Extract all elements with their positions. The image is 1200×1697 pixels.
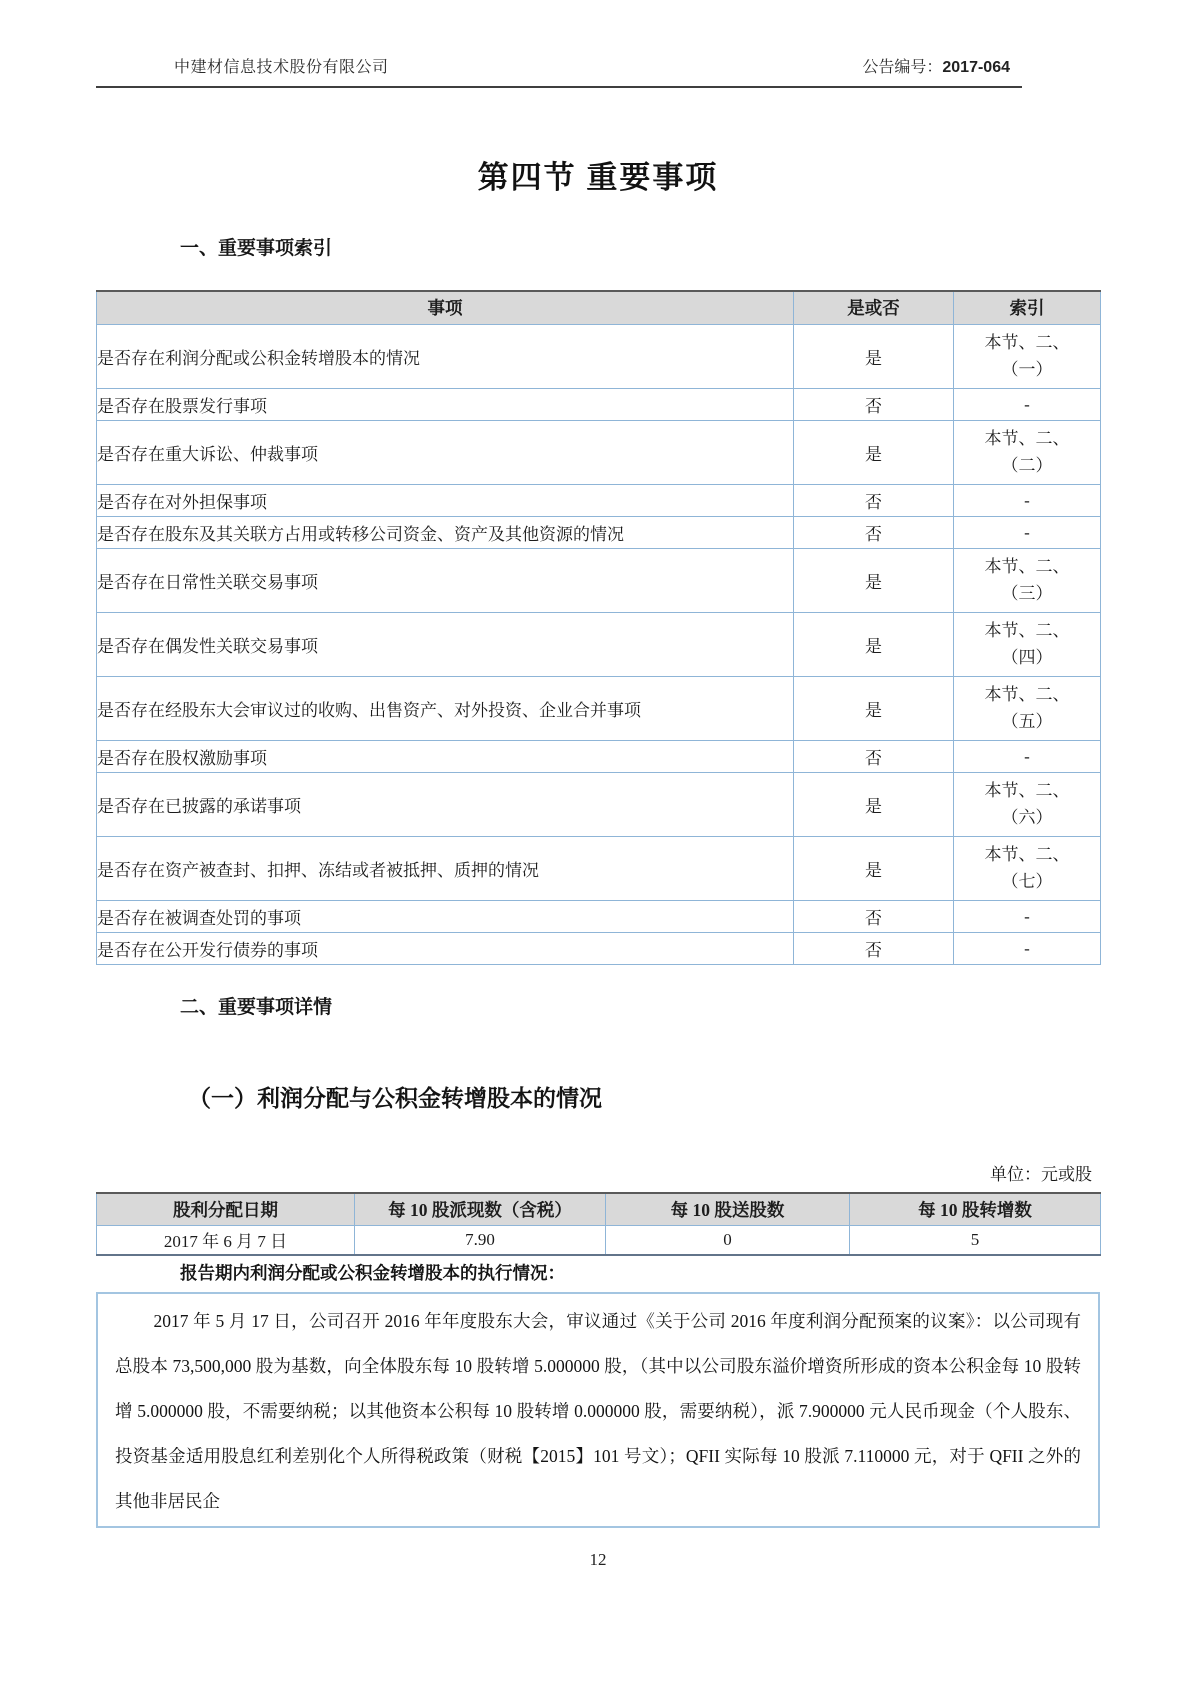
important-items-index-table [96, 290, 1101, 965]
section-heading-detail: 二、重要事项详情 [180, 997, 333, 1018]
yesno-cell: 否 [794, 900, 954, 932]
execution-details-paragraph: 2017 年 5 月 17 日，公司召开 2016 年年度股东大会，审议通过《关于公司 2016 年度利润分配预案的议案》：以公司现有总股本 73,500,000 股为基数，向全体股东每 10 股转增 5.000000 股，（其中以公司股东溢价增资所形成的资本公积金每 10 股转增 5.000000 股，不需要纳税；以其他资本公积每 10 股转增 0.000000 股，需要纳税），派 7.900000 元人民币现金（个人股东、投资基金适用股息红利差别化个人所得税政策（财税【2015】101 号文）；QFII 实际每 10 股派 7.110000 元，对于 QFII 之外的其他非居民企 [115, 1311, 1081, 1511]
index-line: （四） [1001, 648, 1053, 667]
notice-number [862, 54, 1010, 77]
table-row [97, 324, 1101, 388]
table-row [97, 1225, 1101, 1255]
table-row [97, 932, 1101, 964]
index-line: 本节、二、 [984, 333, 1070, 352]
item-cell: 是否存在对外担保事项 [97, 484, 794, 516]
table-row [97, 420, 1101, 484]
index-line: 本节、二、 [984, 685, 1070, 704]
col-header-index: 索引 [954, 291, 1101, 324]
index-line: - [1024, 906, 1030, 926]
yesno-cell: 是 [794, 772, 954, 836]
execution-status-heading: 报告期内利润分配或公积金转增股本的执行情况： [180, 1263, 565, 1283]
table-row [97, 900, 1101, 932]
index-cell [954, 932, 1101, 964]
bonus-per-10-cell: 0 [606, 1225, 850, 1255]
unit-note: 单位：元或股 [990, 1165, 1092, 1184]
company-name: 中建材信息技术股份有限公司 [174, 59, 389, 76]
item-cell: 是否存在偶发性关联交易事项 [97, 612, 794, 676]
yesno-cell: 是 [794, 548, 954, 612]
col-header-bonus: 每 10 股送股数 [606, 1193, 850, 1225]
item-cell: 是否存在股票发行事项 [97, 388, 794, 420]
index-line: （三） [1001, 584, 1053, 603]
index-cell [954, 740, 1101, 772]
notice-label: 公告编号： [862, 59, 943, 76]
index-cell [954, 772, 1101, 836]
dividend-distribution-table [96, 1192, 1101, 1256]
table-row [97, 836, 1101, 900]
table-row [97, 388, 1101, 420]
table-header-row [97, 291, 1101, 324]
index-line: - [1024, 394, 1030, 414]
index-cell [954, 484, 1101, 516]
index-line: - [1024, 490, 1030, 510]
table-row [97, 740, 1101, 772]
index-line: - [1024, 522, 1030, 542]
index-line: （五） [1001, 712, 1053, 731]
col-header-item: 事项 [97, 291, 794, 324]
index-line: 本节、二、 [984, 621, 1070, 640]
index-line: 本节、二、 [984, 557, 1070, 576]
index-line: - [1024, 746, 1030, 766]
index-line: 本节、二、 [984, 781, 1070, 800]
page-title: 第四节 重要事项 [477, 160, 719, 195]
col-header-cash: 每 10 股派现数（含税） [355, 1193, 606, 1225]
index-line: - [1024, 938, 1030, 958]
index-cell [954, 420, 1101, 484]
yesno-cell: 是 [794, 324, 954, 388]
transfer-per-10-cell: 5 [850, 1225, 1101, 1255]
index-line: （二） [1001, 456, 1053, 475]
document-header [96, 54, 1022, 88]
item-cell: 是否存在日常性关联交易事项 [97, 548, 794, 612]
index-cell [954, 324, 1101, 388]
index-cell [954, 548, 1101, 612]
yesno-cell: 是 [794, 836, 954, 900]
item-cell: 是否存在经股东大会审议过的收购、出售资产、对外投资、企业合并事项 [97, 676, 794, 740]
yesno-cell: 否 [794, 740, 954, 772]
table-row [97, 612, 1101, 676]
table-row [97, 772, 1101, 836]
item-cell: 是否存在资产被查封、扣押、冻结或者被抵押、质押的情况 [97, 836, 794, 900]
col-header-transfer: 每 10 股转增数 [850, 1193, 1101, 1225]
yesno-cell: 是 [794, 420, 954, 484]
table-row [97, 548, 1101, 612]
notice-number-value: 2017-064 [942, 59, 1010, 76]
yesno-cell: 是 [794, 676, 954, 740]
index-line: 本节、二、 [984, 429, 1070, 448]
subsection-heading-profit-distribution: （一）利润分配与公积金转增股本的情况 [188, 1085, 602, 1111]
index-cell [954, 388, 1101, 420]
index-line: （七） [1001, 872, 1053, 891]
item-cell: 是否存在利润分配或公积金转增股本的情况 [97, 324, 794, 388]
section-heading-index: 一、重要事项索引 [180, 238, 333, 259]
index-cell [954, 516, 1101, 548]
item-cell: 是否存在公开发行债券的事项 [97, 932, 794, 964]
table-row [97, 516, 1101, 548]
index-cell [954, 836, 1101, 900]
table-header-row [97, 1193, 1101, 1225]
index-cell [954, 612, 1101, 676]
col-header-yesno: 是或否 [794, 291, 954, 324]
index-line: （一） [1001, 360, 1053, 379]
dividend-date-cell: 2017 年 6 月 7 日 [97, 1225, 355, 1255]
index-line: 本节、二、 [984, 845, 1070, 864]
table-row [97, 484, 1101, 516]
item-cell: 是否存在已披露的承诺事项 [97, 772, 794, 836]
item-cell: 是否存在股东及其关联方占用或转移公司资金、资产及其他资源的情况 [97, 516, 794, 548]
yesno-cell: 否 [794, 388, 954, 420]
index-cell [954, 900, 1101, 932]
index-cell [954, 676, 1101, 740]
yesno-cell: 否 [794, 484, 954, 516]
item-cell: 是否存在股权激励事项 [97, 740, 794, 772]
yesno-cell: 是 [794, 612, 954, 676]
item-cell: 是否存在重大诉讼、仲裁事项 [97, 420, 794, 484]
yesno-cell: 否 [794, 516, 954, 548]
execution-details-box [96, 1292, 1100, 1528]
item-cell: 是否存在被调查处罚的事项 [97, 900, 794, 932]
index-line: （六） [1001, 808, 1053, 827]
col-header-date: 股利分配日期 [97, 1193, 355, 1225]
page-number: 12 [589, 1550, 607, 1569]
table-row [97, 676, 1101, 740]
cash-per-10-cell: 7.90 [355, 1225, 606, 1255]
yesno-cell: 否 [794, 932, 954, 964]
